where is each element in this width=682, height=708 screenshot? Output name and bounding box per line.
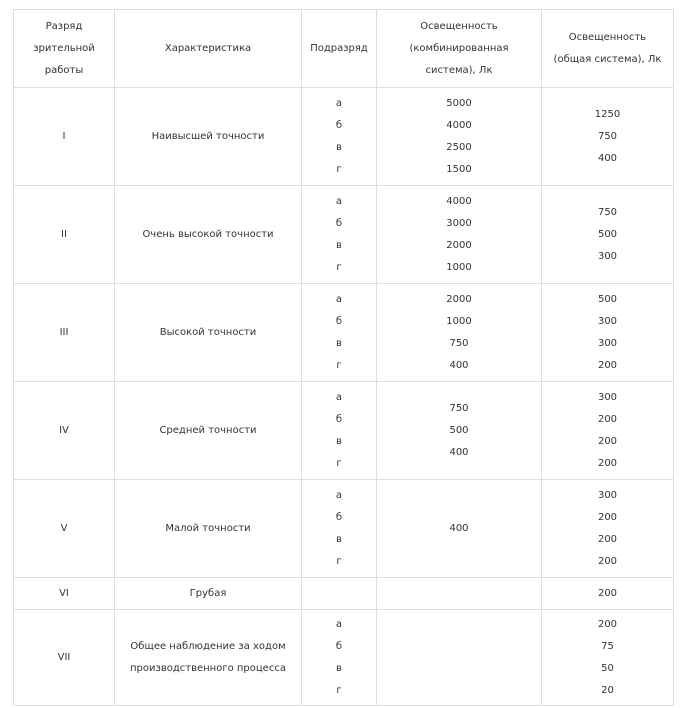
rank-cell: VII [14,610,115,706]
general-illumination-cell-value: 200 [597,555,618,567]
combined-illumination-cell-value: 500 [449,424,469,436]
general-illumination-cell-value: 300 [597,337,618,349]
general-illumination-cell-value: 500 [597,293,618,305]
characteristic-cell-value: Малой точности [165,522,251,534]
subrank-cell-value: б [335,640,343,652]
combined-illumination-cell [377,284,542,382]
subrank-cell-value: г [336,359,342,371]
combined-illumination-cell-value: 750 [449,402,469,414]
general-illumination-cell-value: 200 [597,533,618,545]
subrank-cell-value: а [335,293,343,305]
header-general-illumination: Освещенность (общая система), Лк [542,10,674,88]
general-illumination-cell-value: 200 [597,359,618,371]
characteristic-cell-value: Очень высокой точности [142,228,274,240]
subrank-cell-value: в [336,239,342,251]
table-row [14,284,674,382]
combined-illumination-cell-value: 4000 [446,195,472,207]
general-illumination-cell-value: 200 [597,457,618,469]
combined-illumination-cell [377,610,542,706]
general-illumination-cell [542,88,674,186]
general-illumination-cell [542,610,674,706]
combined-illumination-cell-value: 1500 [446,163,472,175]
subrank-cell [302,186,377,284]
subrank-cell-value: б [335,217,343,229]
subrank-cell-value: в [336,533,342,545]
table-row [14,610,674,706]
characteristic-cell-value: производственного процесса [130,662,286,674]
subrank-cell-value: а [335,618,343,630]
characteristic-cell-value: Высокой точности [159,326,257,338]
general-illumination-cell-value: 500 [597,228,618,240]
general-illumination-cell-value: 200 [597,413,618,425]
combined-illumination-cell-value: 2000 [446,293,472,305]
combined-illumination-cell-value: 400 [449,446,469,458]
combined-illumination-cell-value: 750 [449,337,469,349]
combined-illumination-cell [377,382,542,480]
subrank-cell-value: б [335,315,343,327]
subrank-cell-value: в [336,141,342,153]
subrank-cell-value: а [335,195,343,207]
general-illumination-cell-value: 200 [597,587,618,599]
general-illumination-cell-value: 300 [597,391,618,403]
general-illumination-cell [542,284,674,382]
table-row [14,480,674,578]
characteristic-cell [115,88,302,186]
characteristic-cell [115,578,302,610]
rank-cell: IV [14,382,115,480]
combined-illumination-cell [377,88,542,186]
rank-cell: I [14,88,115,186]
characteristic-cell [115,186,302,284]
general-illumination-cell [542,578,674,610]
subrank-cell-value: г [336,684,342,696]
subrank-cell-value: а [335,489,343,501]
rank-cell: III [14,284,115,382]
rank-cell: V [14,480,115,578]
combined-illumination-cell-value: 2000 [446,239,472,251]
characteristic-cell [115,480,302,578]
general-illumination-cell [542,382,674,480]
combined-illumination-cell-value: 4000 [446,119,472,131]
general-illumination-cell-value: 200 [597,511,618,523]
characteristic-cell [115,284,302,382]
general-illumination-cell-value: 20 [601,684,614,696]
table-row [14,88,674,186]
table-row [14,382,674,480]
header-row [14,10,674,88]
general-illumination-cell [542,186,674,284]
combined-illumination-cell-value: 1000 [446,261,472,273]
header-characteristic: Характеристика [115,10,302,88]
combined-illumination-cell-value: 1000 [446,315,472,327]
subrank-cell-value: б [335,511,343,523]
combined-illumination-cell-value: 2500 [446,141,472,153]
general-illumination-cell-value: 75 [601,640,614,652]
subrank-cell [302,480,377,578]
subrank-cell-value: б [335,413,343,425]
subrank-cell-value: а [335,391,343,403]
general-illumination-cell-value: 200 [597,618,618,630]
combined-illumination-cell-value: 400 [449,359,469,371]
combined-illumination-cell-value: 400 [449,522,469,534]
characteristic-cell-value: Средней точности [159,424,257,436]
characteristic-cell [115,610,302,706]
subrank-cell-value: а [335,97,343,109]
header-combined-illumination: Освещенность (комбинированная система), Лк [377,10,542,88]
general-illumination-cell-value: 300 [597,489,618,501]
header-rank: Разряд зрительной работы [14,10,115,88]
header-subrank: Подразряд [302,10,377,88]
subrank-cell [302,382,377,480]
general-illumination-cell-value: 300 [597,250,618,262]
combined-illumination-cell-value: 5000 [446,97,472,109]
subrank-cell-value: б [335,119,343,131]
subrank-cell [302,610,377,706]
general-illumination-cell-value: 50 [601,662,614,674]
table-row [14,186,674,284]
characteristic-cell [115,382,302,480]
characteristic-cell-value: Общее наблюдение за ходом [130,640,286,652]
combined-illumination-cell-value: 3000 [446,217,472,229]
general-illumination-cell-value: 300 [597,315,618,327]
general-illumination-cell-value: 200 [597,435,618,447]
characteristic-cell-value: Грубая [189,587,227,599]
subrank-cell-value: в [336,337,342,349]
general-illumination-cell [542,480,674,578]
subrank-cell [302,284,377,382]
subrank-cell [302,88,377,186]
subrank-cell-value: г [336,555,342,567]
general-illumination-cell-value: 400 [597,152,618,164]
illumination-table [13,9,674,706]
subrank-cell-value: г [336,261,342,273]
subrank-cell [302,578,377,610]
general-illumination-cell-value: 750 [597,130,618,142]
table-body [14,88,674,706]
subrank-cell-value: г [336,457,342,469]
characteristic-cell-value: Наивысшей точности [151,130,265,142]
combined-illumination-cell [377,578,542,610]
subrank-cell-value: в [336,435,342,447]
rank-cell: II [14,186,115,284]
subrank-cell-value: в [336,662,342,674]
combined-illumination-cell [377,186,542,284]
general-illumination-cell-value: 1250 [594,108,621,120]
table-row [14,578,674,610]
subrank-cell-value: г [336,163,342,175]
general-illumination-cell-value: 750 [597,206,618,218]
rank-cell: VI [14,578,115,610]
combined-illumination-cell [377,480,542,578]
